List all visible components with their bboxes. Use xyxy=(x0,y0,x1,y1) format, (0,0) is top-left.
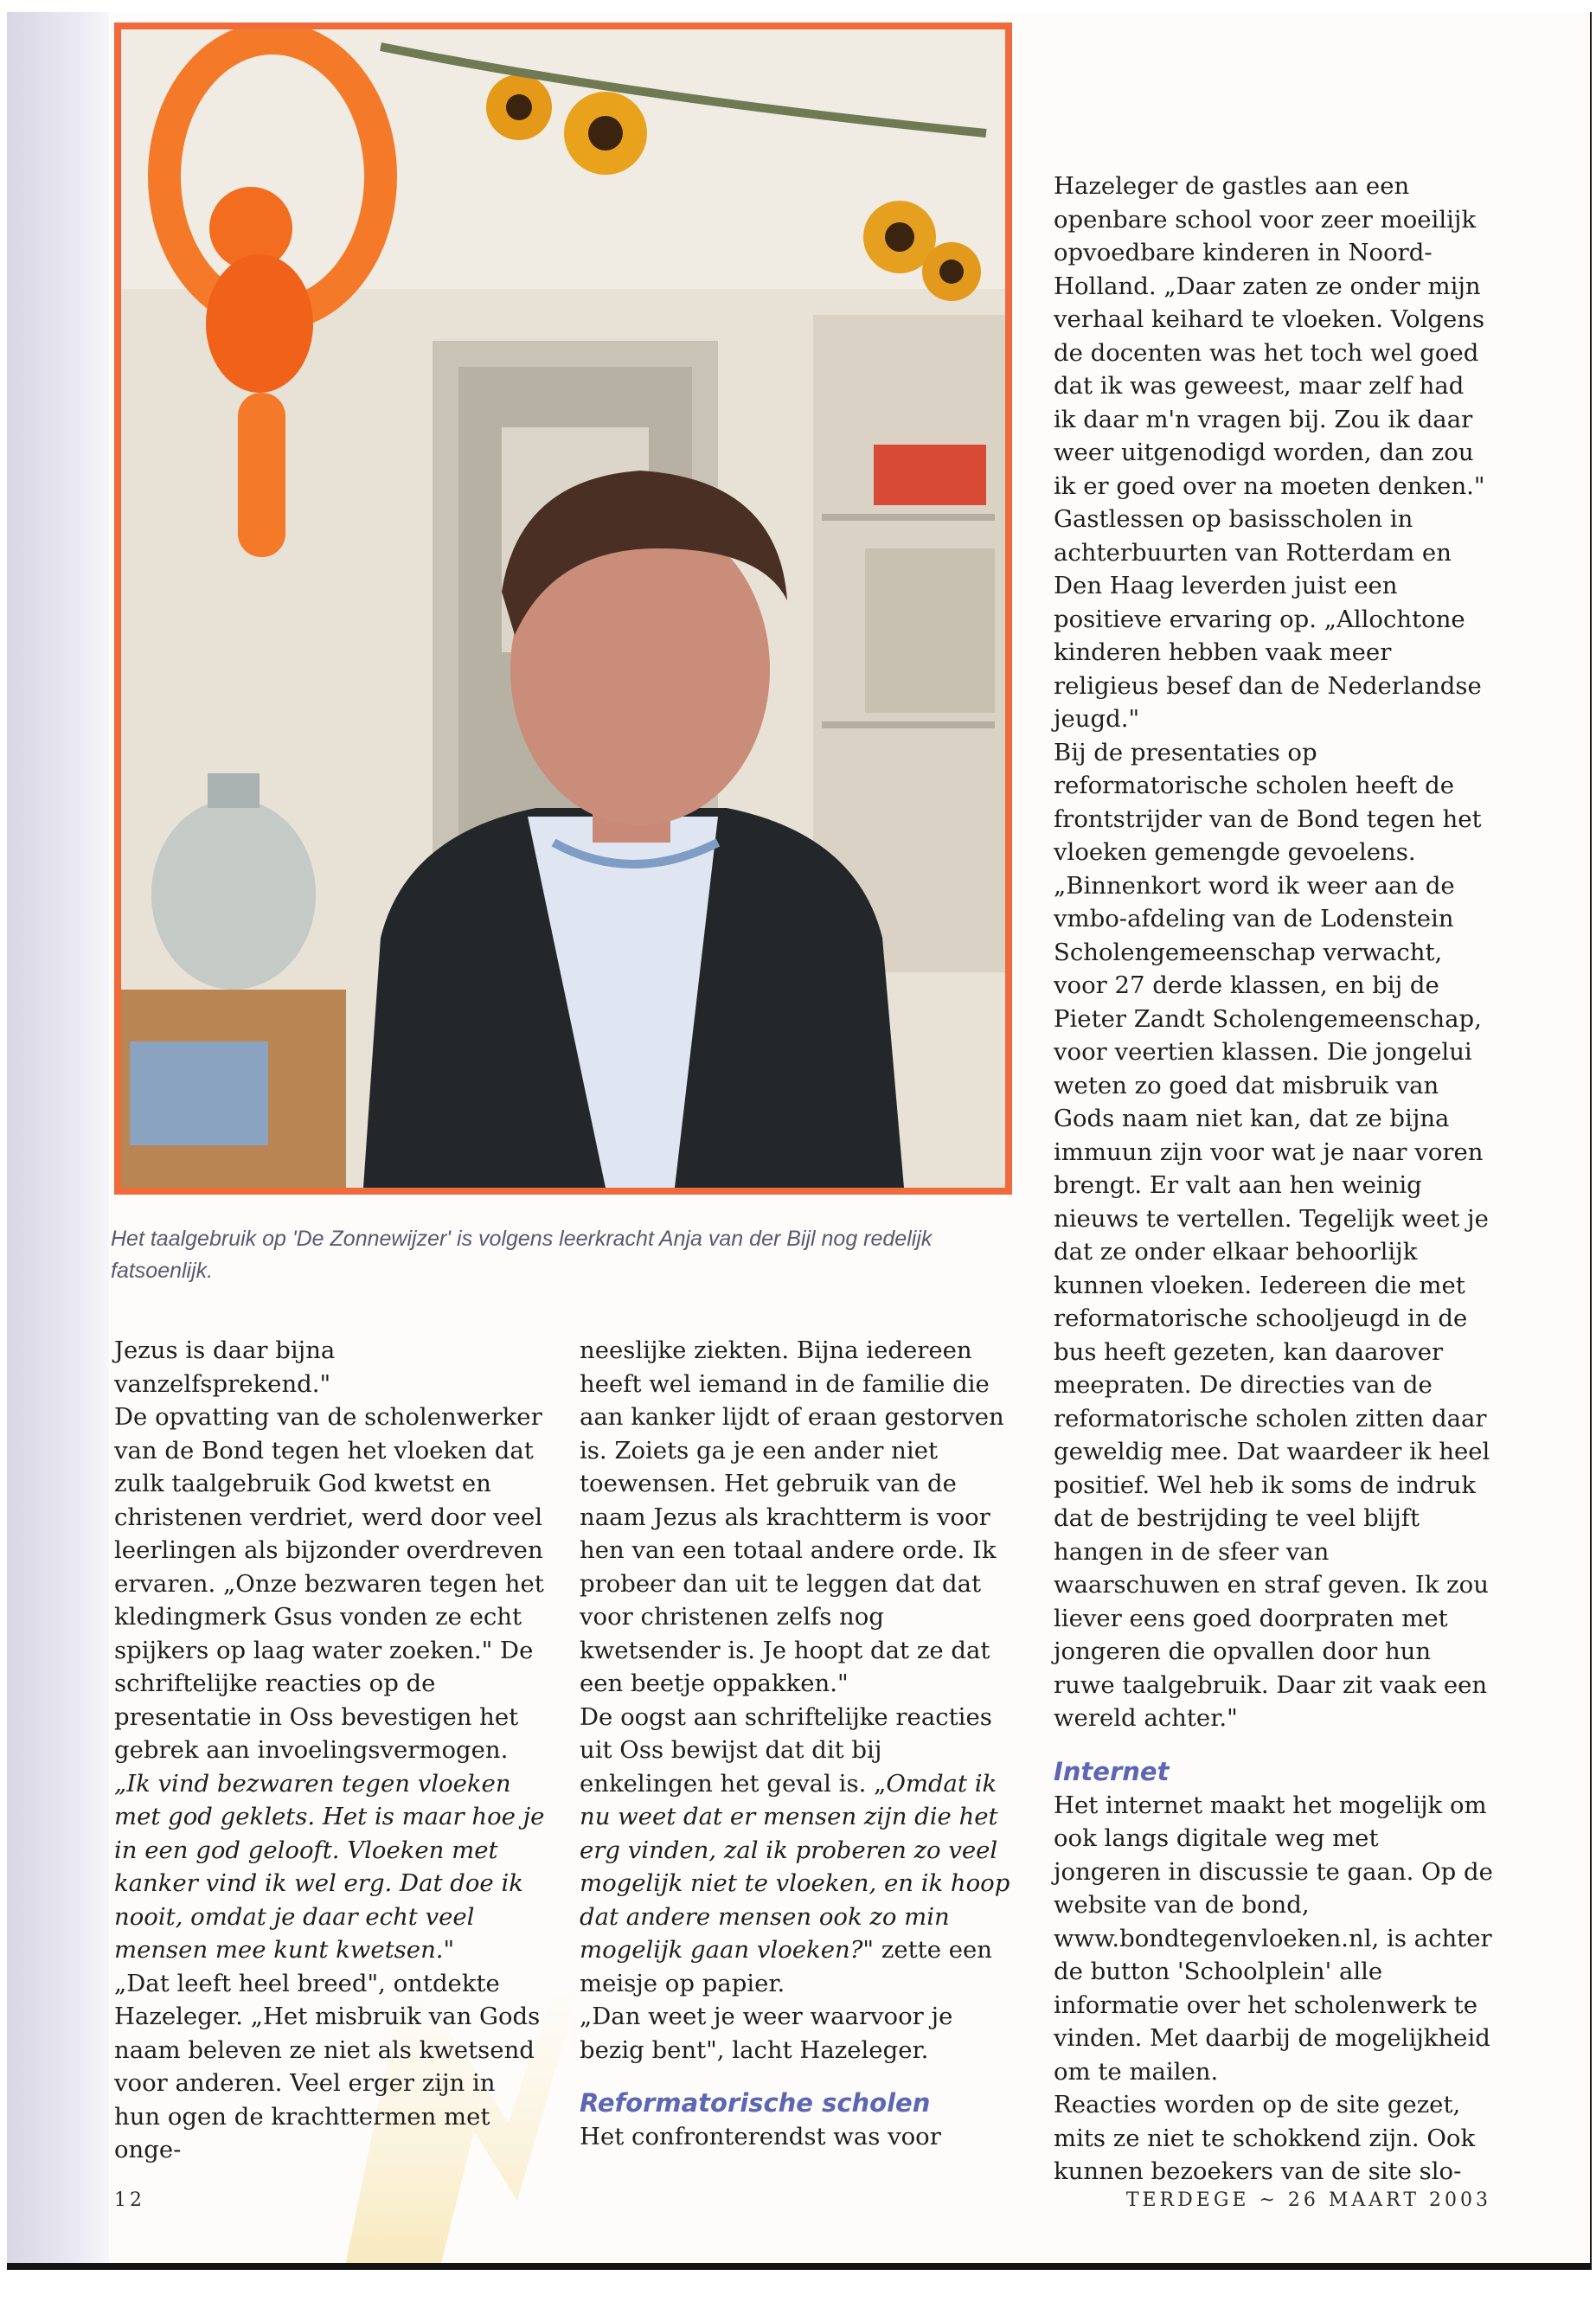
paragraph: Het confronterendst was voor xyxy=(580,2123,941,2150)
paragraph xyxy=(580,1701,1012,2001)
paragraph: Bij de presentaties op reformatorische scholen heeft de frontstrijder van de Bond tegen het vloeken gemengde gevoelens. „Binnenkort word ik weer aan de vmbo-afdeling van de Lodenstein Scholengemeenschap verwacht, voor 27 derde klassen, en bij de Pieter Zandt Scholengemeenschap, voor veertien klassen. Die jongelui weten zo goed dat misbruik van Gods naam niet kan, dat ze bijna immuun zijn voor wat je naar voren brengt. Er valt aan hen weinig nieuws te vertellen. Tegelijk weet je dat ze onder elkaar behoorlijk kunnen vloeken. Iedereen die met reformatorische schooljeugd in de bus heeft gezeten, kan daarover meepraten. De directies van de reformatorische scholen zitten daar geweldig mee. Dat waardeer ik heel positief. Wel heb ik soms de indruk dat de bestrijding te veel blijft hangen in de sfeer van waarschuwen en straf geven. Ik zou liever eens goed doorpraten met jongeren die opvallen door hun ruwe taalgebruik. Daar zit vaak een wereld achter." xyxy=(1054,738,1490,1732)
classroom-scene-illustration xyxy=(121,29,1005,1188)
paragraph-lead: De oogst aan schriftelijke reacties uit Oss bewijst dat dit bij enkelingen het geval is. „ xyxy=(580,1702,992,1798)
paragraph: Reacties worden op de site gezet, mits ze niet te schokkend zijn. Ook kunnen bezoekers van de site slo- xyxy=(1054,2091,1476,2185)
paragraph: Jezus is daar bijna vanzelfsprekend." xyxy=(114,1336,336,1398)
photo-frame xyxy=(114,22,1012,1195)
article-column-1 xyxy=(114,1334,547,2167)
article-column-2 xyxy=(580,1334,1012,2154)
publication-footer: TERDEGE ~ 26 MAART 2003 xyxy=(1125,2189,1491,2211)
quote-paragraph: „Ik vind bezwaren tegen vloeken met god geklets. Het is maar hoe je in een god gelooft. Vloeken met kanker vind ik wel erg. Dat doe ik nooit, omdat je daar echt veel mensen mee kunt kwetsen." xyxy=(114,1769,545,1964)
paragraph: „Dat leeft heel breed", ontdekte Hazeleger. „Het misbruik van Gods naam beleven ze niet als kwetsend voor anderen. Veel erger zijn in hun ogen de krachttermen met onge- xyxy=(114,1969,541,2163)
paragraph-tail: zette een meisje op papier. xyxy=(580,1936,992,1997)
portrait-photo xyxy=(121,29,1005,1188)
page-bottom-edge xyxy=(7,2263,1592,2270)
photo-caption: Het taalgebruik op 'De Zonnewijzer' is volgens leerkracht Anja van der Bijl nog redelijk fatsoenlijk. xyxy=(111,1227,933,1283)
magazine-page xyxy=(7,12,1592,2270)
paragraph: „Dan weet je weer waarvoor je bezig bent", lacht Hazeleger. xyxy=(580,2003,953,2064)
article-column-3 xyxy=(1054,170,1493,2189)
paragraph: Hazeleger de gastles aan een openbare school voor zeer moeilijk opvoedbare kinderen in Noord-Holland. „Daar zaten ze onder mijn verhaal keihard te vloeken. Volgens de docenten was het toch wel goed dat ik was geweest, maar zelf had ik daar m'n vragen bij. Zou ik daar weer uitgenodigd worden, dan zou ik er goed over na moeten denken." Gastlessen op basisscholen in achterbuurten van Rotterdam en Den Haag leverden juist een positieve ervaring op. „Allochtone kinderen hebben vaak meer religieus besef dan de Nederlandse jeugd." xyxy=(1054,172,1485,733)
left-margin-strip xyxy=(7,12,109,2270)
paragraph: neeslijke ziekten. Bijna iedereen heeft wel iemand in de familie die aan kanker lijdt of eraan gestorven is. Zoiets ga je een ander niet toewensen. Het gebruik van de naam Jezus als krachtterm is voor hen van een totaal andere orde. Ik probeer dan uit te leggen dat dat voor christenen zelfs nog kwetsender is. Je hoopt dat ze dat een beetje oppakken." xyxy=(580,1336,1004,1697)
paragraph: De opvatting van de scholenwerker van de Bond tegen het vloeken dat zulk taalgebruik God kwetst en christenen verdriet, werd door veel leerlingen als bijzonder overdreven ervaren. „Onze bezwaren tegen het kledingmerk Gsus vonden ze echt spijkers op laag water zoeken." De schriftelijke reacties op de presentatie in Oss bevestigen het gebrek aan invoelingsvermogen. xyxy=(114,1403,544,1764)
page-edge-line xyxy=(1590,12,1592,2270)
page-number: 12 xyxy=(114,2189,145,2211)
quote-text: Omdat ik nu weet dat er mensen zijn die het erg vinden, zal ik proberen zo veel mogelijk niet te vloeken, en ik hoop dat andere mensen ook zo min mogelijk gaan vloeken?" xyxy=(580,1769,1010,1964)
section-heading: Internet xyxy=(1054,1756,1170,1786)
section-heading: Reformatorische scholen xyxy=(580,2088,931,2118)
paragraph: Het internet maakt het mogelijk om ook langs digitale weg met jongeren in discussie te gaan. Op de website van de bond, www.bondtegenvloeken.nl, is achter de button 'Schoolplein' alle informatie over het scholenwerk te vinden. Met daarbij de mogelijkheid om te mailen. xyxy=(1054,1791,1493,2086)
